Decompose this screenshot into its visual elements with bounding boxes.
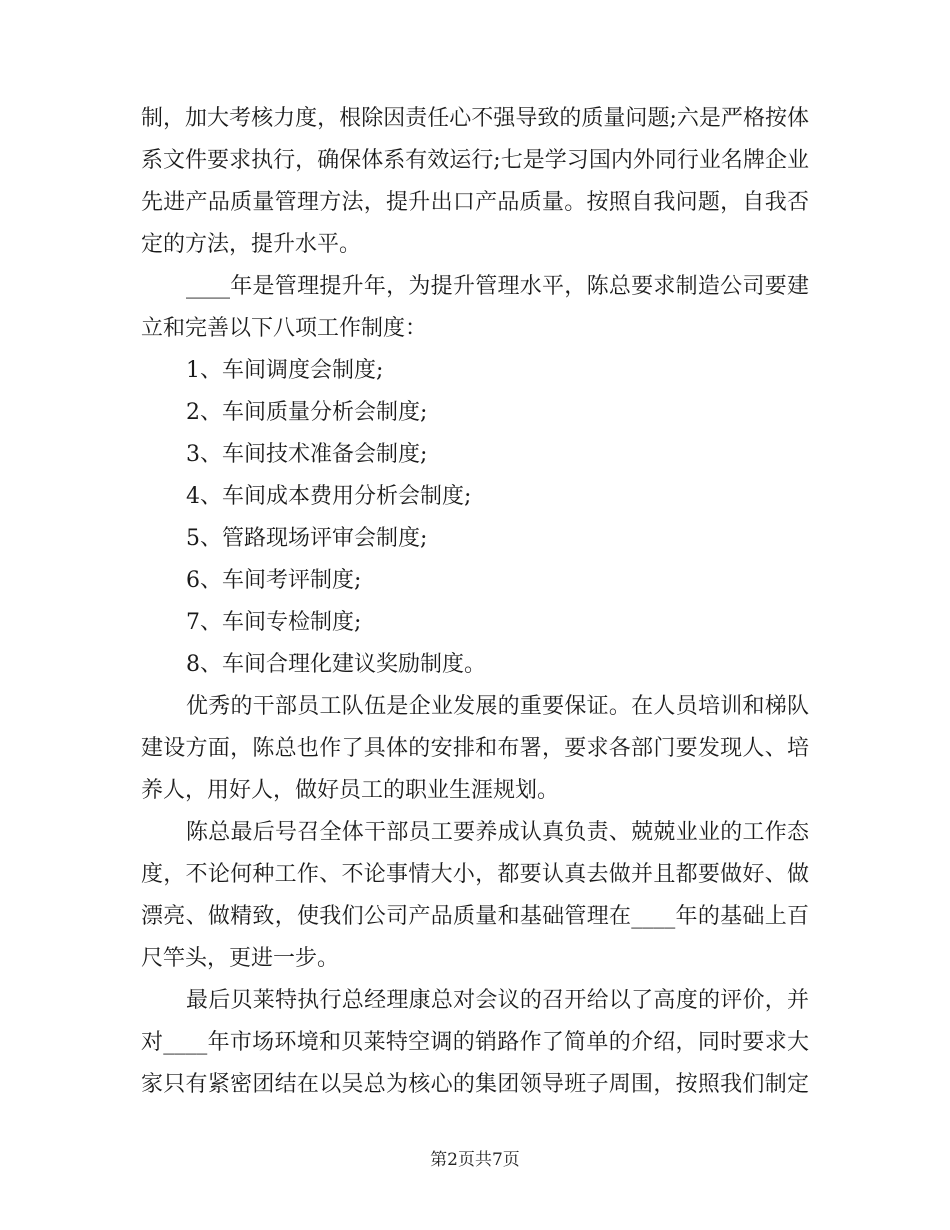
list-item (141, 602, 809, 644)
list-item (141, 434, 809, 476)
list-item (141, 644, 809, 686)
text-line: 制，加大考核力度，根除因责任心不强导致的质量问题;六是严格按体 (141, 106, 809, 131)
text-line: 先进产品质量管理方法，提升出口产品质量。按照自我问题，自我否 (141, 190, 809, 215)
text-line: 8、车间合理化建议奖励制度。 (186, 652, 486, 677)
text-line: 4、车间成本费用分析会制度; (186, 484, 472, 509)
paragraph (141, 980, 809, 1106)
list-item (141, 518, 809, 560)
text-line: 漂亮、做精致，使我们公司产品质量和基础管理在____年的基础上百 (141, 904, 809, 929)
text-line: 养人，用好人，做好员工的职业生涯规划。 (141, 778, 560, 803)
text-line: 度，不论何种工作、不论事情大小，都要认真去做并且都要做好、做 (141, 862, 809, 887)
text-line: 5、管路现场评审会制度; (186, 526, 428, 551)
paragraph (141, 98, 809, 266)
text-line: 对____年市场环境和贝莱特空调的销路作了简单的介绍，同时要求大 (141, 1030, 809, 1055)
list-item (141, 392, 809, 434)
text-line: 系文件要求执行，确保体系有效运行;七是学习国内外同行业名牌企业 (141, 148, 809, 173)
text-line: 家只有紧密团结在以吴总为核心的集团领导班子周围，按照我们制定 (141, 1072, 809, 1097)
text-line: 3、车间技术准备会制度; (186, 442, 428, 467)
text-line: 1、车间调度会制度; (186, 358, 384, 383)
page-number: 第2页共7页 (430, 1150, 520, 1170)
text-line: 优秀的干部员工队伍是企业发展的重要保证。在人员培训和梯队 (186, 694, 809, 719)
text-line: 尺竿头，更进一步。 (141, 946, 340, 971)
text-line: 2、车间质量分析会制度; (186, 400, 428, 425)
text-line: 6、车间考评制度; (186, 568, 362, 593)
text-line: 7、车间专检制度; (186, 610, 362, 635)
text-line: 建设方面，陈总也作了具体的安排和布署，要求各部门要发现人、培 (141, 736, 809, 761)
text-line: 定的方法，提升水平。 (141, 232, 362, 257)
text-line: ____年是管理提升年，为提升管理水平，陈总要求制造公司要建 (186, 274, 809, 299)
list-item (141, 560, 809, 602)
text-line: 陈总最后号召全体干部员工要养成认真负责、兢兢业业的工作态 (186, 820, 809, 845)
text-line: 立和完善以下八项工作制度： (141, 316, 428, 341)
paragraph (141, 812, 809, 980)
text-line: 最后贝莱特执行总经理康总对会议的召开给以了高度的评价，并 (186, 988, 809, 1013)
list-item (141, 476, 809, 518)
paragraph (141, 686, 809, 812)
paragraph (141, 266, 809, 350)
document-body (141, 98, 809, 1106)
list-item (141, 350, 809, 392)
